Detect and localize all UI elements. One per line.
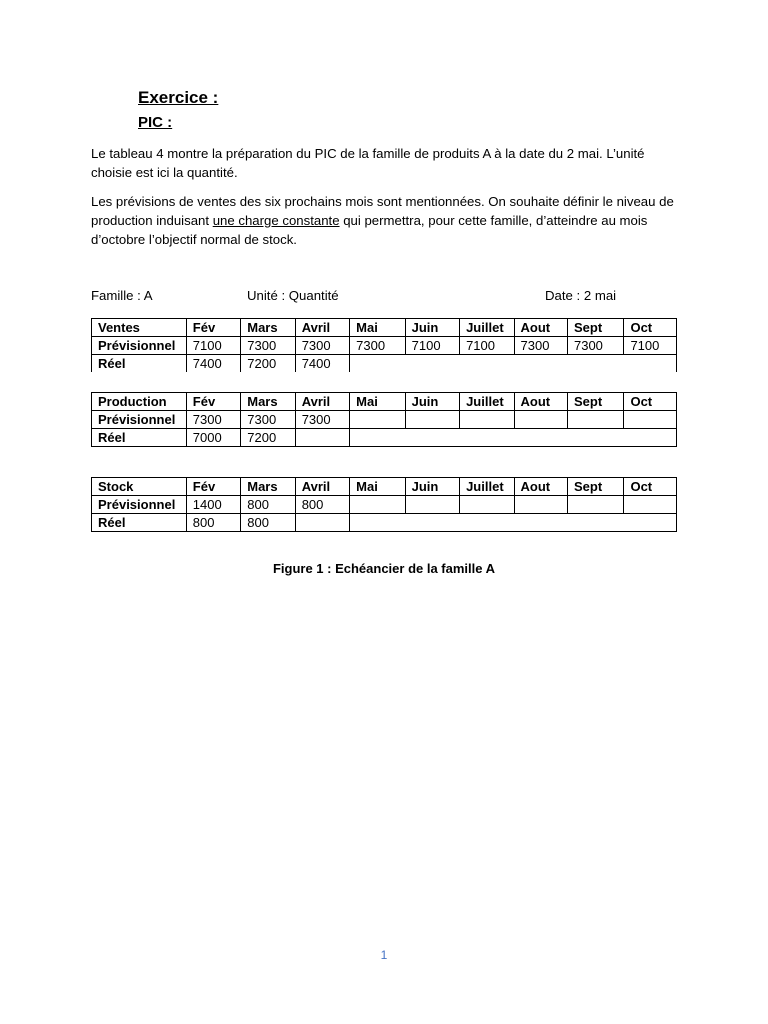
table-cell: 7400 [186,355,240,373]
table-cell: 7300 [186,411,240,429]
table-cell [405,411,459,429]
header-cell: Oct [624,393,677,411]
header-cell: Oct [624,319,677,337]
table-cell [350,411,405,429]
row-label: Réel [92,355,187,373]
header-cell: Sept [567,478,623,496]
header-cell: Fév [186,319,240,337]
unit-label: Unité : Quantité [247,288,339,303]
table-cell: 7100 [624,337,677,355]
exercise-title: Exercice : [138,88,219,107]
header-cell: Juin [405,393,459,411]
intro-paragraph: Le tableau 4 montre la préparation du PIC de la famille de produits A à la date du 2 mai. L’unité choisie est ici la quantité. [91,146,645,180]
table-row [92,496,677,514]
header-cell: Sept [567,393,623,411]
table-cell: 7200 [241,429,295,447]
date-label: Date : 2 mai [545,288,617,303]
header-cell: Avril [295,478,349,496]
table-row [92,429,677,447]
table-cell: 800 [186,514,240,532]
table-row [92,337,677,355]
row-label: Prévisionnel [92,496,187,514]
row-label: Prévisionnel [92,411,187,429]
instructions-paragraph [91,192,681,249]
table-cell: 7100 [186,337,240,355]
table-cell: 7300 [350,337,405,355]
table-cell: 1400 [186,496,240,514]
table-cell-empty [350,514,677,532]
table-header-row [92,319,677,337]
table-cell [295,429,349,447]
header-cell: Mai [350,393,405,411]
page-number: 1 [380,948,388,962]
table-cell [350,496,405,514]
table-cell [567,496,623,514]
table-cell [514,411,567,429]
header-cell: Aout [514,478,567,496]
row-label: Prévisionnel [92,337,187,355]
table-cell [514,496,567,514]
table-cell [405,496,459,514]
row-label: Réel [92,514,187,532]
table-cell [295,514,349,532]
table-cell: 7300 [241,337,295,355]
table-header-row [92,478,677,496]
table-row [92,355,677,373]
header-cell: Mars [241,319,295,337]
header-cell: Ventes [92,319,187,337]
table-row [92,514,677,532]
header-cell: Oct [624,478,677,496]
header-cell: Aout [514,319,567,337]
row-label: Réel [92,429,187,447]
header-cell: Fév [186,393,240,411]
header-cell: Juin [405,478,459,496]
header-cell: Juillet [460,319,514,337]
header-cell: Juin [405,319,459,337]
instructions-text-start: Les prévisions de ventes des six prochains mois sont mentionnées. On souhaite définir le niveau de production induisant [91,194,674,228]
header-cell: Mai [350,319,405,337]
header-cell: Avril [295,319,349,337]
table-cell [567,411,623,429]
table-cell: 800 [241,514,295,532]
table-cell: 7300 [514,337,567,355]
table-cell [624,496,677,514]
table-cell: 7300 [567,337,623,355]
table-cell-empty [350,355,677,373]
table-row [92,411,677,429]
family-label: Famille : A [91,288,153,303]
header-cell: Juillet [460,393,514,411]
header-cell: Juillet [460,478,514,496]
header-cell: Mai [350,478,405,496]
table-cell: 7300 [295,411,349,429]
header-cell: Avril [295,393,349,411]
table-cell [624,411,677,429]
table-cell: 7300 [295,337,349,355]
figure-caption: Figure 1 : Echéancier de la famille A [272,561,496,576]
underlined-phrase: une charge constante [212,213,340,228]
table-cell: 800 [295,496,349,514]
table-cell: 800 [241,496,295,514]
table-cell [460,411,514,429]
header-cell: Production [92,393,187,411]
table-cell: 7000 [186,429,240,447]
table-cell: 7200 [241,355,295,373]
table-header-row [92,393,677,411]
header-cell: Stock [92,478,187,496]
table-cell: 7400 [295,355,349,373]
header-cell: Aout [514,393,567,411]
sales-table [91,318,677,372]
header-cell: Mars [241,478,295,496]
table-cell-empty [350,429,677,447]
table-cell: 7300 [241,411,295,429]
instructions-text-end: qui permettra, pour cette famille, d’atteindre au mois d’octobre l’objectif normal de stock. [91,213,648,247]
header-cell: Fév [186,478,240,496]
production-table [91,392,677,447]
stock-table [91,477,677,532]
header-cell: Mars [241,393,295,411]
section-title: PIC : [138,114,173,131]
table-cell [460,496,514,514]
table-cell: 7100 [460,337,514,355]
table-cell: 7100 [405,337,459,355]
header-cell: Sept [567,319,623,337]
